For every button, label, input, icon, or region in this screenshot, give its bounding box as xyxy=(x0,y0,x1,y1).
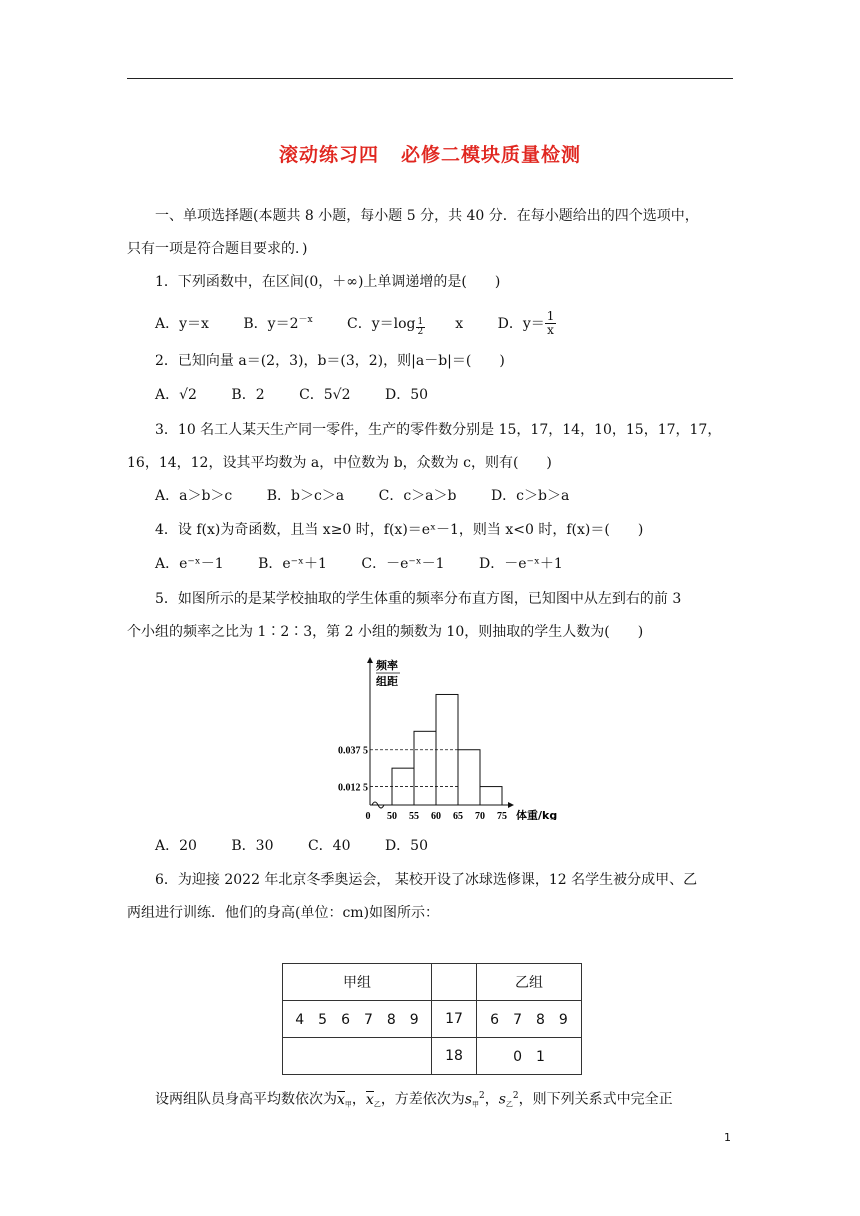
question-5-stem: 5．如图所示的是某学校抽取的学生体重的频率分布直方图，已知图中从左到右的前 3 xyxy=(155,591,682,607)
q5-option-b: B．30 xyxy=(231,838,274,854)
question-4-options xyxy=(155,554,593,574)
header-stem-blank xyxy=(432,964,477,1001)
q3-option-d: D．c＞b＞a xyxy=(490,488,570,504)
x-axis-label: 体重/kg xyxy=(516,809,558,820)
histogram-bar xyxy=(414,731,436,805)
stem-cell: 18 xyxy=(432,1038,477,1075)
leaf-right: 0 1 xyxy=(477,1038,582,1075)
title-part-2: 必修二模块质量检测 xyxy=(401,144,582,166)
x-tick-label: 65 xyxy=(453,811,463,820)
q4-option-d: D．－e⁻ˣ＋1 xyxy=(479,556,563,572)
y-axis-label-bottom: 组距 xyxy=(376,675,398,688)
question-6-stem-cont: 两组进行训练．他们的身高(单位：cm)如图所示： xyxy=(127,905,440,921)
q4-option-b: B．e⁻ˣ＋1 xyxy=(258,556,327,572)
section-1-instructions-cont: 只有一项是符合题目要求的．) xyxy=(127,241,308,257)
question-1-options xyxy=(155,310,616,337)
q1-option-a: A．y＝x xyxy=(155,315,209,332)
page-title xyxy=(0,140,860,167)
q2-option-d: D．50 xyxy=(384,387,429,403)
question-1-stem: 1．下列函数中，在区间(0，＋∞)上单调递增的是( ) xyxy=(155,274,501,290)
x-axis-arrow xyxy=(508,802,514,808)
q3-option-a: A．a＞b＞c xyxy=(155,488,233,504)
stem-cell: 17 xyxy=(432,1001,477,1038)
header-group-yi: 乙组 xyxy=(477,964,582,1001)
origin-label: 0 xyxy=(365,811,371,820)
question-3-options xyxy=(155,486,599,506)
frequency-histogram xyxy=(320,655,570,820)
x-tick-label: 60 xyxy=(431,811,441,820)
q2-option-b: B．2 xyxy=(231,387,265,403)
x-tick-label: 55 xyxy=(409,811,419,820)
histogram-bar xyxy=(480,787,502,805)
leaf-left xyxy=(283,1038,432,1075)
q5-option-c: C．40 xyxy=(307,838,351,854)
y-axis-label-top: 频率 xyxy=(376,659,398,672)
stem-leaf-table xyxy=(282,963,582,1075)
question-4-stem: 4．设 f(x)为奇函数，且当 x≥0 时，f(x)＝eˣ－1，则当 x<0 时，f(x)＝( ) xyxy=(155,522,644,538)
leaf-left: 4 5 6 7 8 9 xyxy=(283,1001,432,1038)
header-group-jia: 甲组 xyxy=(283,964,432,1001)
y-tick-label: 0.037 5 xyxy=(338,745,368,757)
q3-option-b: B．b＞c＞a xyxy=(266,488,345,504)
title-part-1: 滚动练习四 xyxy=(278,144,379,166)
q5-option-a: A．20 xyxy=(155,838,197,854)
question-3-stem: 3．10 名工人某天生产同一零件，生产的零件数分别是 15，17，14，10，15，17，17， xyxy=(155,422,722,438)
q3-option-c: C．c＞a＞b xyxy=(378,488,457,504)
q1-option-d: D．y＝ $\frac{1}{x}$ xyxy=(497,309,555,338)
q1-option-c: C．y＝log $\frac{1}{2}$ x xyxy=(347,315,464,337)
q5-option-d: D．50 xyxy=(384,838,428,854)
y-tick-label: 0.012 5 xyxy=(338,782,368,794)
section-1-instructions: 一、单项选择题(本题共 8 小题，每小题 5 分，共 40 分．在每小题给出的四个选项中， xyxy=(155,208,699,224)
q2-option-c: C．5√2 xyxy=(299,387,351,403)
q4-option-c: C．－e⁻ˣ－1 xyxy=(361,556,445,572)
question-3-stem-cont: 16，14，12，设其平均数为 a，中位数为 b，众数为 c，则有( ) xyxy=(127,455,552,471)
y-axis-arrow xyxy=(367,657,373,663)
table-header-row xyxy=(283,964,582,1001)
q2-option-a: A．√2 xyxy=(155,387,197,403)
question-6-stem: 6．为迎接 2022 年北京冬季奥运会， 某校开设了冰球选修课，12 名学生被分成甲、乙 xyxy=(155,872,698,888)
x-tick-label: 70 xyxy=(475,811,485,820)
question-5-stem-cont: 个小组的频率之比为 1∶2∶3，第 2 小组的频数为 10，则抽取的学生人数为( ) xyxy=(127,624,644,640)
leaf-right: 6 7 8 9 xyxy=(477,1001,582,1038)
x-tick-label: 75 xyxy=(497,811,507,820)
header-rule xyxy=(127,78,733,79)
table-row xyxy=(283,1038,582,1075)
histogram-bar xyxy=(458,750,480,805)
q4-option-a: A．e⁻ˣ－1 xyxy=(155,556,224,572)
question-5-options xyxy=(155,836,458,856)
question-2-options xyxy=(155,385,458,405)
page-number: 1 xyxy=(724,1131,731,1144)
x-tick-label: 50 xyxy=(387,811,397,820)
question-6-tail: 设两组队员身高平均数依次为$x_甲$，$x_乙$，方差依次为$s_甲^2$，$s_乙^2$，则下列关系式中完全正 xyxy=(155,1091,673,1109)
table-row xyxy=(283,1001,582,1038)
question-2-stem: 2．已知向量 a＝(2，3)，b＝(3，2)，则|a－b|＝( ) xyxy=(155,353,505,369)
q1-option-b: B．$y=2^{-x}$ xyxy=(243,315,313,332)
